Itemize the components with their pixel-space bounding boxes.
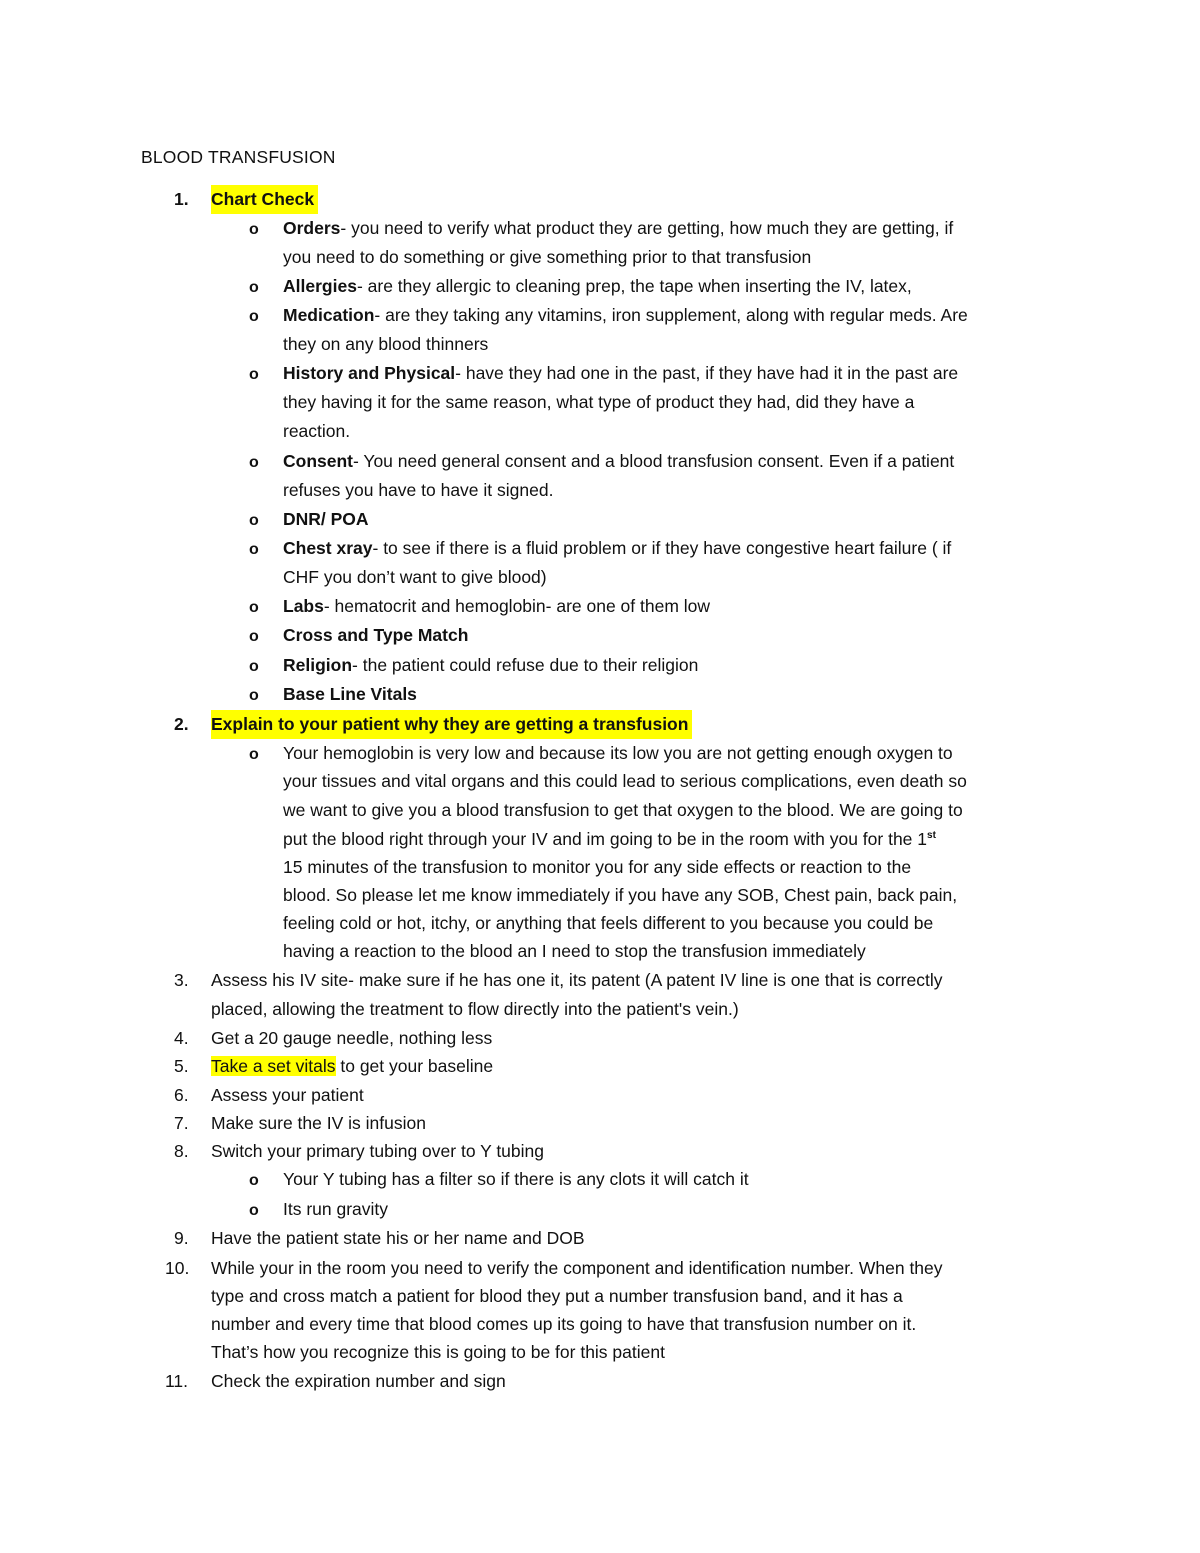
bullet-label: Consent [283, 451, 353, 471]
bullet-text: CHF you don’t want to give blood) [283, 567, 547, 587]
bullet-label: Medication [283, 305, 375, 325]
bullet-marker: o [249, 279, 259, 296]
bullet-text: - have they had one in the past, if they have had it in the past are [455, 363, 959, 383]
item-text: Get a 20 gauge needle, nothing less [211, 1028, 493, 1048]
bullet-text: having a reaction to the blood an I need to stop the transfusion immediately [283, 941, 866, 961]
bullet-text: Your Y tubing has a filter so if there is any clots it will catch it [283, 1169, 749, 1189]
bullet-text: - the patient could refuse due to their religion [352, 655, 699, 675]
item-number: 1. [174, 189, 189, 209]
bullet-text: - to see if there is a fluid problem or if they have congestive heart failure ( if [372, 538, 952, 558]
item-text: placed, allowing the treatment to flow directly into the patient's vein.) [211, 999, 739, 1019]
item-text: type and cross match a patient for blood they put a number transfusion band, and it has a [211, 1286, 903, 1306]
bullet-marker: o [249, 746, 259, 763]
item-heading: Chart Check [211, 185, 318, 214]
bullet-marker: o [249, 221, 259, 238]
bullet-text: we want to give you a blood transfusion to get that oxygen to the blood. We are going to [283, 800, 963, 820]
bullet-text: you need to do something or give something prior to that transfusion [283, 247, 812, 267]
bullet-text: - are they taking any vitamins, iron supplement, along with regular meds. Are [374, 305, 968, 325]
bullet-marker: o [249, 366, 259, 383]
bullet-text: - you need to verify what product they are getting, how much they are getting, if [340, 218, 954, 238]
bullet-label: Religion [283, 655, 353, 675]
bullet-text: they on any blood thinners [283, 334, 489, 354]
bullet-marker: o [249, 599, 259, 616]
item-number: 4. [174, 1028, 189, 1048]
document-title: BLOOD TRANSFUSION [141, 147, 336, 167]
bullet-label: DNR/ POA [283, 509, 369, 529]
bullet-text: Its run gravity [283, 1199, 389, 1219]
bullet-text: - You need general consent and a blood transfusion consent. Even if a patient [353, 451, 955, 471]
item-number: 8. [174, 1141, 189, 1161]
item-text: Check the expiration number and sign [211, 1371, 506, 1391]
item-number: 7. [174, 1113, 189, 1133]
bullet-marker: o [249, 541, 259, 558]
bullet-marker: o [249, 308, 259, 325]
bullet-text: - hematocrit and hemoglobin- are one of them low [323, 596, 711, 616]
bullet-text: they having it for the same reason, what type of product they had, did they have a [283, 392, 915, 412]
item-heading: Explain to your patient why they are getting a transfusion [211, 710, 692, 739]
superscript: st [927, 830, 936, 841]
bullet-text: refuses you have to have it signed. [283, 480, 554, 500]
bullet-marker: o [249, 628, 259, 645]
item-text: Make sure the IV is infusion [211, 1113, 426, 1133]
item-text: Assess his IV site- make sure if he has one it, its patent (A patent IV line is one that is correctly [211, 970, 943, 990]
bullet-label: Orders [283, 218, 341, 238]
item-number: 3. [174, 970, 189, 990]
bullet-label: Chest xray [283, 538, 373, 558]
bullet-text: your tissues and vital organs and this could lead to serious complications, even death so [283, 771, 967, 791]
bullet-label: History and Physical [283, 363, 456, 383]
bullet-text: reaction. [283, 421, 351, 441]
bullet-label: Cross and Type Match [283, 625, 469, 645]
bullet-marker: o [249, 658, 259, 675]
bullet-label: Allergies [283, 276, 357, 296]
bullet-label: Labs [283, 596, 324, 616]
bullet-label: Base Line Vitals [283, 684, 417, 704]
item-number: 9. [174, 1228, 189, 1248]
bullet-text: blood. So please let me know immediately if you have any SOB, Chest pain, back pain, [283, 885, 958, 905]
item-text: number and every time that blood comes up its going to have that transfusion number on it. [211, 1314, 917, 1334]
item-text: That’s how you recognize this is going to be for this patient [211, 1342, 665, 1362]
item-text: Switch your primary tubing over to Y tubing [211, 1141, 544, 1161]
item-number: 10. [165, 1258, 190, 1278]
bullet-marker: o [249, 687, 259, 704]
item-number: 6. [174, 1085, 189, 1105]
item-text: While your in the room you need to verify the component and identification number. When they [211, 1258, 943, 1278]
item-number: 11. [165, 1371, 189, 1391]
bullet-marker: o [249, 1172, 259, 1189]
item-text: Have the patient state his or her name and DOB [211, 1228, 585, 1248]
bullet-text: put the blood right through your IV and im going to be in the room with you for the 1 [283, 829, 928, 849]
highlighted-text: Take a set vitals [211, 1056, 336, 1076]
bullet-text: 15 minutes of the transfusion to monitor you for any side effects or reaction to the [283, 857, 912, 877]
item-number: 2. [174, 714, 189, 734]
bullet-marker: o [249, 512, 259, 529]
bullet-marker: o [249, 454, 259, 471]
bullet-text: feeling cold or hot, itchy, or anything that feels different to you because you could be [283, 913, 934, 933]
bullet-marker: o [249, 1202, 259, 1219]
item-text: to get your baseline [335, 1056, 494, 1076]
item-number: 5. [174, 1056, 189, 1076]
bullet-text: - are they allergic to cleaning prep, the tape when inserting the IV, latex, [356, 276, 912, 296]
bullet-text: Your hemoglobin is very low and because its low you are not getting enough oxygen to [283, 743, 953, 763]
item-text: Assess your patient [211, 1085, 364, 1105]
